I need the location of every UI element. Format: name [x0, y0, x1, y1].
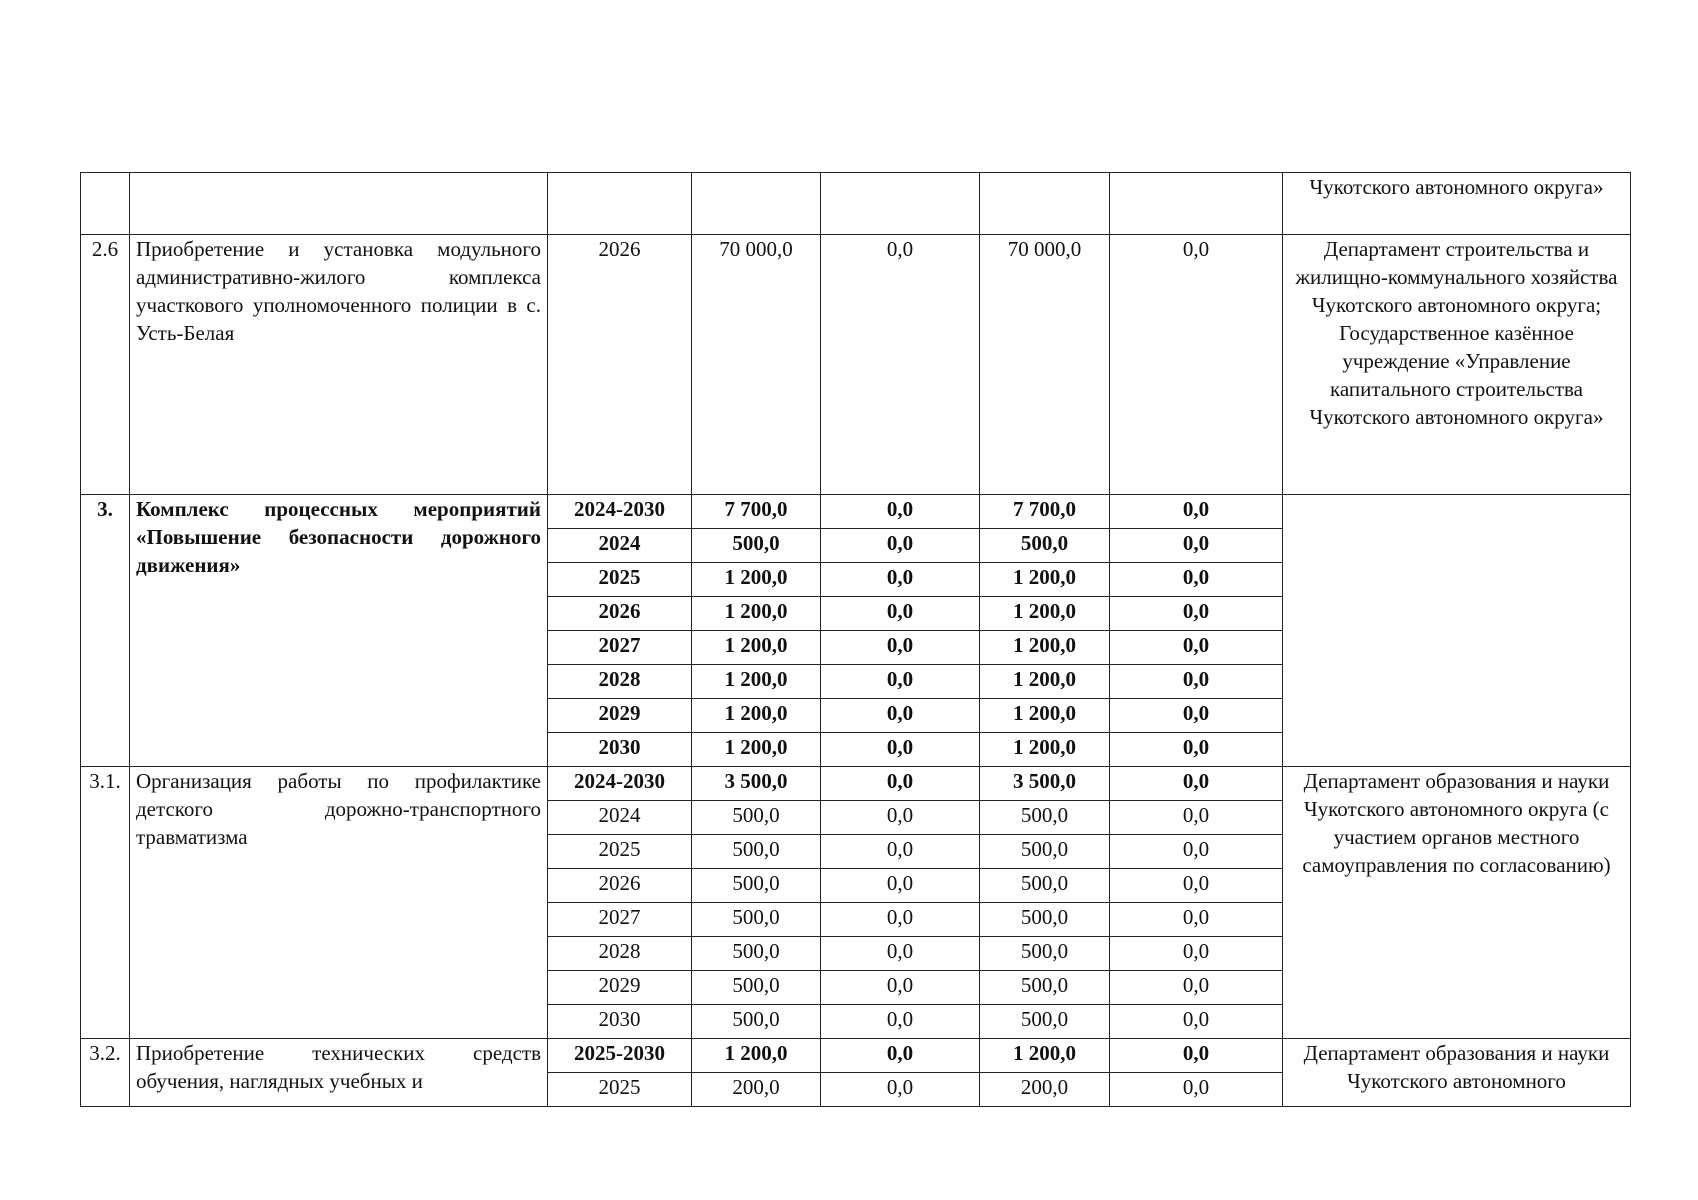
federal-cell: 0,0: [821, 801, 980, 835]
federal-cell: 0,0: [821, 1073, 980, 1107]
other-cell: 0,0: [1110, 699, 1283, 733]
regional-cell: 1 200,0: [980, 665, 1110, 699]
other-cell: 0,0: [1110, 235, 1283, 495]
regional-cell: 500,0: [980, 529, 1110, 563]
year-cell: 2024-2030: [548, 767, 692, 801]
responsible-cell: Чукотского автономного округа»: [1283, 173, 1631, 235]
regional-cell: 1 200,0: [980, 563, 1110, 597]
federal-cell: 0,0: [821, 937, 980, 971]
total-cell: 500,0: [692, 1005, 821, 1039]
total-cell: 1 200,0: [692, 733, 821, 767]
year-cell: 2027: [548, 631, 692, 665]
federal-cell: 0,0: [821, 733, 980, 767]
total-cell: 7 700,0: [692, 495, 821, 529]
federal-cell: 0,0: [821, 631, 980, 665]
federal-cell: 0,0: [821, 495, 980, 529]
total-cell: 500,0: [692, 835, 821, 869]
other-cell: 0,0: [1110, 733, 1283, 767]
total-cell: 500,0: [692, 971, 821, 1005]
regional-cell: 1 200,0: [980, 1039, 1110, 1073]
year-cell: 2028: [548, 665, 692, 699]
federal-cell: 0,0: [821, 235, 980, 495]
year-cell: 2029: [548, 971, 692, 1005]
other-cell: 0,0: [1110, 597, 1283, 631]
responsible-cell: [1283, 495, 1631, 767]
table-row-3: [81, 495, 1631, 529]
year-cell: 2029: [548, 699, 692, 733]
year-cell: 2026: [548, 597, 692, 631]
federal-cell: 0,0: [821, 529, 980, 563]
total-cell: 1 200,0: [692, 699, 821, 733]
federal-cell: 0,0: [821, 835, 980, 869]
table-row-3-1: [81, 767, 1631, 801]
year-cell: 2025: [548, 563, 692, 597]
regional-cell: 7 700,0: [980, 495, 1110, 529]
federal-cell: 0,0: [821, 869, 980, 903]
responsible-cell: Департамент образования и науки Чукотского автономного округа (с участием органов местного самоуправления по согласованию): [1283, 767, 1631, 1039]
other-cell: 0,0: [1110, 767, 1283, 801]
federal-cell: 0,0: [821, 699, 980, 733]
measure-name: Приобретение технических средств обучения, наглядных учебных и: [130, 1039, 548, 1107]
year-cell: 2025: [548, 1073, 692, 1107]
federal-cell: 0,0: [821, 767, 980, 801]
total-cell: 500,0: [692, 869, 821, 903]
year-cell: 2030: [548, 733, 692, 767]
year-cell: 2026: [548, 869, 692, 903]
total-cell: 1 200,0: [692, 665, 821, 699]
total-cell: 500,0: [692, 903, 821, 937]
other-cell: 0,0: [1110, 937, 1283, 971]
year-cell: 2024-2030: [548, 495, 692, 529]
regional-cell: 3 500,0: [980, 767, 1110, 801]
other-cell: 0,0: [1110, 971, 1283, 1005]
name-cell: [130, 173, 548, 235]
other-cell: 0,0: [1110, 903, 1283, 937]
federal-cell: 0,0: [821, 597, 980, 631]
other-cell: 0,0: [1110, 835, 1283, 869]
federal-cell: 0,0: [821, 971, 980, 1005]
year-cell: 2025-2030: [548, 1039, 692, 1073]
row-number: 3.: [81, 495, 130, 767]
other-cell: 0,0: [1110, 1073, 1283, 1107]
year-cell: 2028: [548, 937, 692, 971]
measure-name: Комплекс процессных мероприятий «Повышение безопасности дорожного движения»: [130, 495, 548, 767]
federal-cell: 0,0: [821, 563, 980, 597]
row-number: 3.2.: [81, 1039, 130, 1107]
measure-name: Организация работы по профилактике детского дорожно-транспортного травматизма: [130, 767, 548, 1039]
other-cell: 0,0: [1110, 495, 1283, 529]
regional-cell: 500,0: [980, 869, 1110, 903]
other-cell: 0,0: [1110, 801, 1283, 835]
federal-cell: 0,0: [821, 1005, 980, 1039]
other-cell: 0,0: [1110, 665, 1283, 699]
regional-cell: 500,0: [980, 835, 1110, 869]
other-cell: 0,0: [1110, 563, 1283, 597]
row-number: 2.6: [81, 235, 130, 495]
year-cell: 2027: [548, 903, 692, 937]
regional-cell: 500,0: [980, 937, 1110, 971]
total-cell: 1 200,0: [692, 1039, 821, 1073]
total-cell: 200,0: [692, 1073, 821, 1107]
total-cell: 1 200,0: [692, 563, 821, 597]
years-cell: 2026: [548, 235, 692, 495]
year-cell: 2025: [548, 835, 692, 869]
federal-cell: 0,0: [821, 903, 980, 937]
regional-cell: 70 000,0: [980, 235, 1110, 495]
total-cell: 500,0: [692, 801, 821, 835]
table-row-3-2: [81, 1039, 1631, 1073]
year-cell: 2030: [548, 1005, 692, 1039]
measure-name: Приобретение и установка модульного административно-жилого комплекса участкового уполномоченного полиции в с. Усть-Белая: [130, 235, 548, 495]
table-row-continuation: [81, 173, 1631, 235]
federal-cell: 0,0: [821, 665, 980, 699]
regional-cell: 1 200,0: [980, 699, 1110, 733]
regional-cell: 500,0: [980, 1005, 1110, 1039]
total-cell: 70 000,0: [692, 235, 821, 495]
total-cell: 1 200,0: [692, 597, 821, 631]
total-cell: 3 500,0: [692, 767, 821, 801]
row-number: 3.1.: [81, 767, 130, 1039]
federal-cell: 0,0: [821, 1039, 980, 1073]
other-cell: 0,0: [1110, 631, 1283, 665]
regional-cell: 500,0: [980, 903, 1110, 937]
year-cell: 2024: [548, 801, 692, 835]
table-row-2-6: [81, 235, 1631, 495]
other-cell: 0,0: [1110, 1005, 1283, 1039]
total-cell: 500,0: [692, 529, 821, 563]
regional-cell: 200,0: [980, 1073, 1110, 1107]
regional-cell: 500,0: [980, 801, 1110, 835]
responsible-cell: Департамент образования и науки Чукотского автономного: [1283, 1039, 1631, 1107]
regional-cell: 500,0: [980, 971, 1110, 1005]
other-cell: 0,0: [1110, 529, 1283, 563]
num-cell: [81, 173, 130, 235]
total-cell: 1 200,0: [692, 631, 821, 665]
year-cell: 2024: [548, 529, 692, 563]
other-cell: 0,0: [1110, 869, 1283, 903]
regional-cell: 1 200,0: [980, 631, 1110, 665]
other-cell: 0,0: [1110, 1039, 1283, 1073]
regional-cell: 1 200,0: [980, 733, 1110, 767]
funding-table: [80, 172, 1631, 1107]
total-cell: 500,0: [692, 937, 821, 971]
regional-cell: 1 200,0: [980, 597, 1110, 631]
responsible-cell: Департамент строительства и жилищно-коммунального хозяйства Чукотского автономного округа; Государственное казённое учреждение «Управление капитального строительства Чукотского автономного округа»: [1283, 235, 1631, 495]
